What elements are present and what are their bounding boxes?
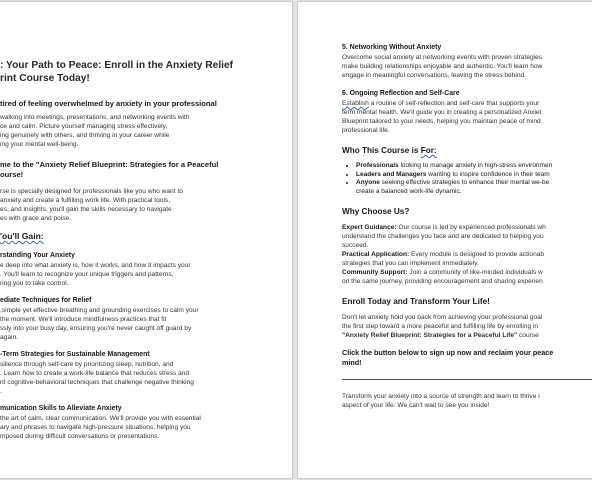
divider	[342, 379, 592, 380]
why-heading: Why Choose Us?	[342, 207, 410, 216]
module-2-title: ediate Techniques for Relief	[0, 297, 92, 304]
module-4-text: the art of calm, clear communication. We'll provide you with essential ary and phrases to navigate high-pressure situations, helping you mposed during difficult conversations or presentations.	[0, 415, 201, 440]
course-paragraph: rse is specially designed for professionals like you who want to anxiety and create a fulfilling work life. With practical tools, es, and insights, you'll gain the skills necessary to navigate es with grace and poise.	[0, 188, 183, 222]
page-content	[342, 43, 592, 410]
module-5-title: 5. Networking Without Anxiety	[342, 44, 442, 51]
intro-lead: tired of feeling overwhelmed by anxiety in your professional	[0, 99, 217, 108]
closing-paragraph: Transform your anxiety into a source of strength and learn to thrive i aspect of your life. We can't wait to see you inside!	[342, 393, 540, 409]
document-page-right	[298, 2, 592, 478]
list-item: • Anyone seeking effective strategies to enhance their mental we-be create a balanced work-life dynamic.	[356, 179, 592, 196]
who-heading: Who This Course is For:	[342, 146, 437, 155]
module-6-text: Establish a routine of self-reflection and self-care that supports your term mental health. We'll guide you in creating a personalized Anxiet Blueprint tailored to your needs, helping you maintain peace of mind professional life.	[342, 100, 542, 134]
module-2-text: ,simple yet effective breathing and grounding exercises to calm your the moment. We'll introduce mindfulness practices that fit ssly into your busy day, ensuring you're never caught off guard by again.	[0, 307, 199, 341]
intro-paragraph: walking into meetings, presentations, and networking events with ce and calm. Picture yourself managing stress effectively, ing genuinely with others, and thriving in your career while ing your mental well-being.	[0, 114, 190, 148]
list-item: • Leaders and Managers wanting to inspire confidence in their team	[356, 171, 592, 180]
list-item: • Professionals looking to manage anxiety in high-stress environmen	[356, 162, 592, 171]
module-4-title: munication Skills to Alleviate Anxiety	[0, 405, 122, 412]
module-1-text: e deep into what anxiety is, how it works, and how it impacts your . You'll learn to recognize your unique triggers and patterns, ring you to take control.	[0, 262, 191, 287]
module-5-text: Overcome social anxiety at networking events with proven strategies make building relationships enjoyable and authentic. You'll learn how engage in meaningful conversations, leaving the stress behind.	[342, 54, 543, 79]
title-line-2: rint Course Today!	[0, 73, 90, 84]
document-page-left	[0, 2, 292, 478]
module-3-title: -Term Strategies for Sustainable Management	[0, 351, 150, 358]
enroll-heading: Enroll Today and Transform Your Life!	[342, 297, 490, 306]
enroll-paragraph: Don't let anxiety hold you back from achieving your professional goal the first step toward a more peaceful and fulfilling life by enrolling in "Anxiety Relief Blueprint: Strategies for a Peaceful Life" course	[342, 314, 543, 339]
welcome-heading: me to the "Anxiety Relief Blueprint: Strategies for a Peaceful ourse!	[0, 160, 219, 179]
why-practical: Practical Application: Every module is designed to provide actionab strategies that you can implement immediately.	[342, 251, 545, 267]
title-line-1: : Your Path to Peace: Enroll in the Anxiety Relief	[0, 60, 234, 71]
cta-text: Click the button below to sign up now and reclaim your peace mind!	[342, 348, 554, 367]
document-title	[0, 59, 280, 85]
page-content	[0, 59, 292, 441]
why-community: Community Support: Join a community of like-minded individuals w on the same journey, providing encouragement and sharing experien	[342, 269, 543, 285]
module-3-text: silience through self-care by prioritizing sleep, nutrition, and . Learn how to create a work-life balance that reduces stress and nt cognitive-behavioral techniques that challenge negative thinking .	[0, 361, 194, 395]
audience-list	[342, 162, 592, 196]
gain-heading: 'ou'll Gain:	[0, 231, 44, 241]
module-6-title: 6. Ongoing Reflection and Self-Care	[342, 90, 460, 97]
module-1-title: rstanding Your Anxiety	[0, 252, 75, 259]
why-expert: Expert Guidance: Our course is led by experienced professionals wh understand the challenges you face and are dedicated to helping you succeed.	[342, 224, 546, 249]
